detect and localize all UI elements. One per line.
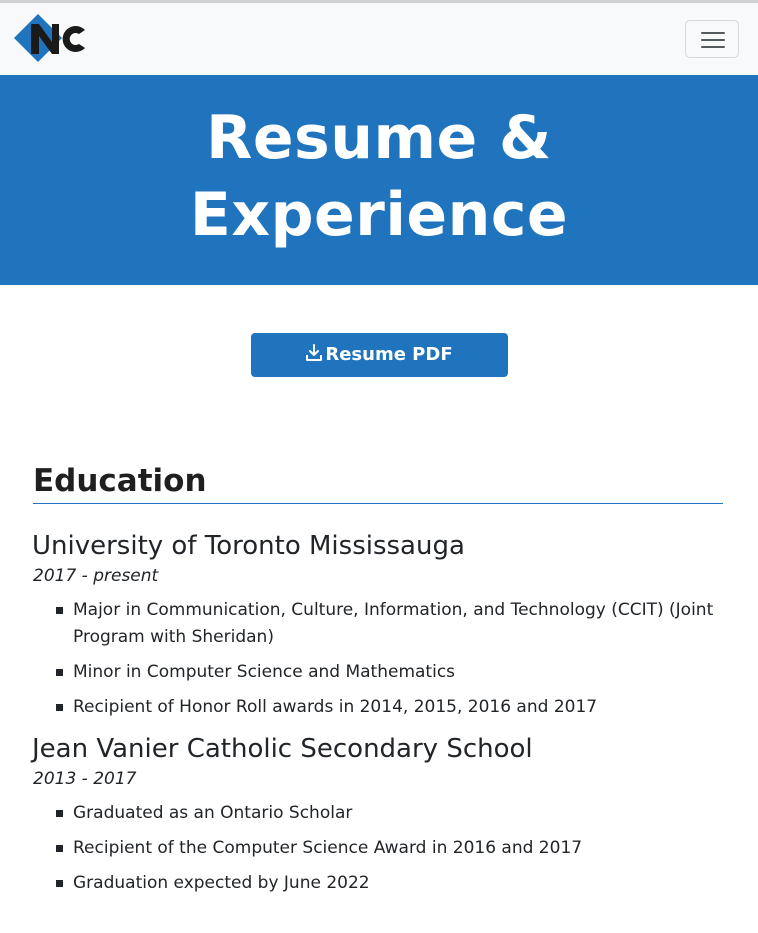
achievement-list (33, 800, 723, 897)
school-dates: 2013 - 2017 (33, 769, 137, 789)
nc-logo-icon (13, 13, 89, 65)
hero-banner (0, 75, 758, 285)
resume-pdf-label: Resume PDF (325, 344, 453, 365)
list-item: Major in Communication, Culture, Information, and Technology (CCIT) (Joint Program with Sheridan) (33, 597, 723, 651)
school-name: Jean Vanier Catholic Secondary School (32, 734, 533, 764)
list-item: Recipient of the Computer Science Award in 2016 and 2017 (33, 835, 723, 862)
school-dates: 2017 - present (33, 566, 159, 586)
hamburger-menu-icon (701, 32, 725, 34)
school-name: University of Toronto Mississauga (32, 531, 465, 561)
download-icon (305, 344, 323, 362)
logo-link[interactable] (13, 13, 89, 65)
list-item: Minor in Computer Science and Mathematics (33, 659, 723, 686)
list-item: Graduation expected by June 2022 (33, 870, 723, 897)
navbar (0, 3, 758, 75)
hamburger-line (701, 39, 725, 41)
resume-pdf-button[interactable] (251, 333, 508, 377)
resume-button-container (0, 333, 758, 377)
list-item: Graduated as an Ontario Scholar (33, 800, 723, 827)
hamburger-line (701, 46, 725, 48)
page-title (0, 75, 758, 254)
page-title-line2: Experience (189, 180, 569, 250)
section-heading: Education (33, 463, 723, 504)
achievement-list (33, 597, 723, 721)
page-title-line1: Resume & (206, 103, 552, 173)
menu-toggle-button[interactable] (685, 20, 739, 58)
list-item: Recipient of Honor Roll awards in 2014, 2015, 2016 and 2017 (33, 694, 723, 721)
education-section (33, 463, 723, 897)
